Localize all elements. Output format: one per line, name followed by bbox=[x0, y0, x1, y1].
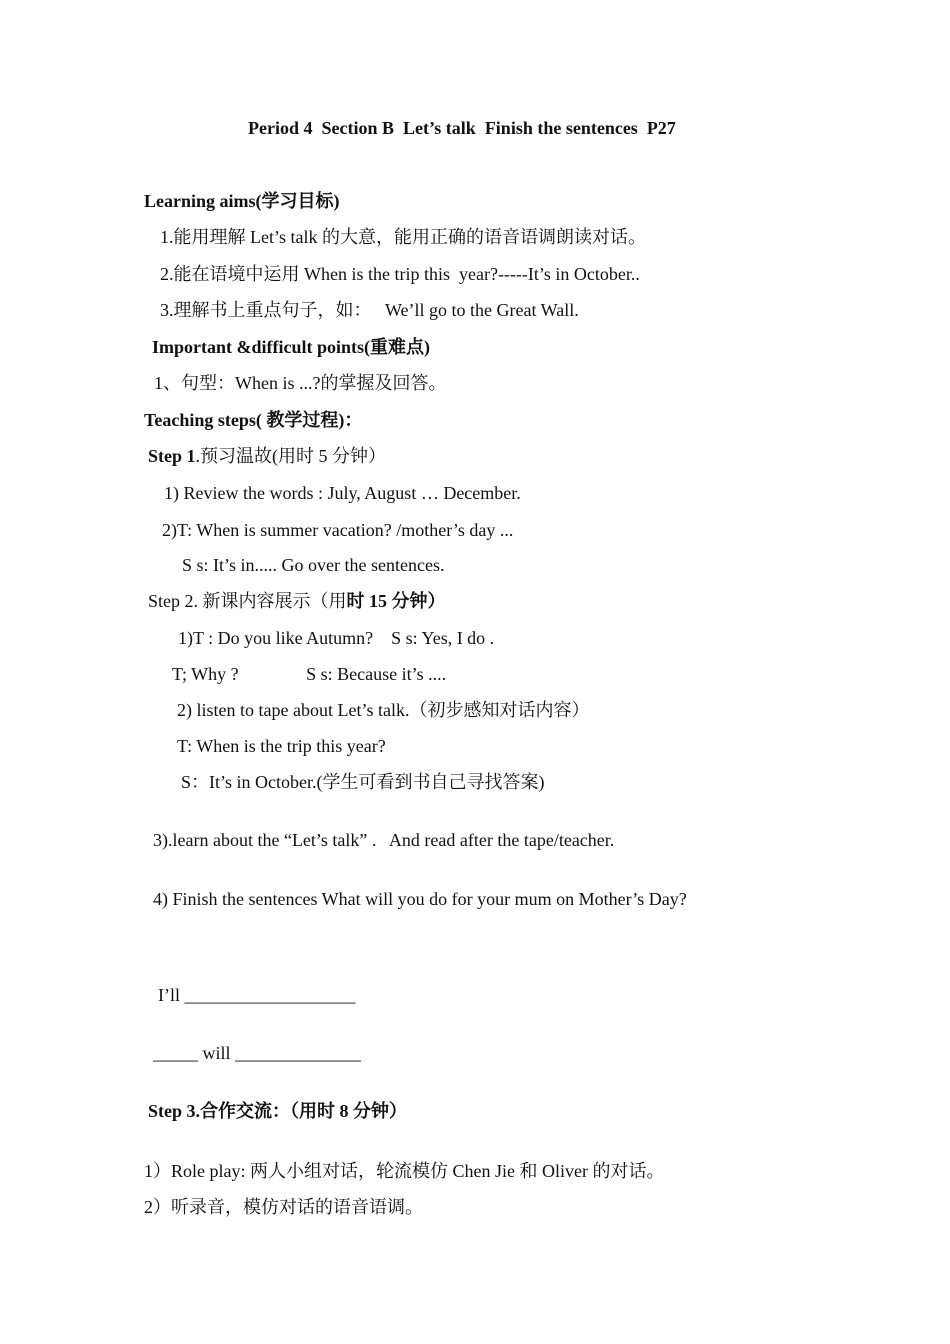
learning-aim-item: 3.理解书上重点句子，如： We’ll go to the Great Wall. bbox=[160, 300, 579, 320]
step1-line: 2)T: When is summer vacation? /mother’s day ... bbox=[162, 520, 514, 540]
step3-line: 2）听录音，模仿对话的语音语调。 bbox=[144, 1197, 423, 1217]
step1-line: 1) Review the words : July, August … December. bbox=[164, 483, 521, 503]
step1-line: S s: It’s in..... Go over the sentences. bbox=[182, 555, 445, 575]
document-title: Period 4 Section B Let’s talk Finish the sentences P27 bbox=[248, 118, 676, 138]
learning-aim-item: 1.能用理解 Let’s talk 的大意，能用正确的语音语调朗读对话。 bbox=[160, 227, 646, 247]
step3-heading: Step 3.合作交流：（用时 8 分钟） bbox=[148, 1101, 408, 1121]
step3-line: 1）Role play: 两人小组对话，轮流模仿 Chen Jie 和 Oliver 的对话。 bbox=[144, 1161, 665, 1181]
step2-label: Step 2. 新课内容展示（用 bbox=[148, 591, 347, 611]
step2-line: 1)T : Do you like Autumn? S s: Yes, I do . bbox=[178, 628, 495, 648]
step2-line: 2) listen to tape about Let’s talk.（初步感知对话内容） bbox=[177, 700, 590, 720]
step2-heading bbox=[148, 590, 446, 612]
learning-aim-item: 2.能在语境中运用 When is the trip this year?-----It’s in October.. bbox=[160, 264, 640, 284]
step1-label: Step 1 bbox=[148, 446, 196, 466]
step2-line: 3).learn about the “Let’s talk” . And read after the tape/teacher. bbox=[153, 830, 615, 850]
important-points-heading: Important &difficult points(重难点) bbox=[152, 337, 430, 357]
step2-line: S：It’s in October.(学生可看到书自己寻找答案) bbox=[181, 772, 545, 792]
step2-line: T: When is the trip this year? bbox=[177, 736, 386, 756]
step1-rest: .预习温故(用时 5 分钟） bbox=[195, 446, 387, 466]
step2-line: T; Why ? S s: Because it’s .... bbox=[172, 664, 447, 684]
step2-line: 4) Finish the sentences What will you do for your mum on Mother’s Day? bbox=[153, 889, 687, 909]
important-point-item: 1、句型：When is ...?的掌握及回答。 bbox=[154, 373, 447, 393]
step1-heading bbox=[148, 445, 386, 467]
fill-blank-line: I’ll ___________________ bbox=[158, 985, 356, 1005]
learning-aims-heading: Learning aims(学习目标) bbox=[144, 191, 340, 211]
fill-blank-line: _____ will ______________ bbox=[153, 1043, 362, 1063]
step2-duration: 时 15 分钟） bbox=[346, 591, 446, 611]
teaching-steps-heading: Teaching steps( 教学过程)： bbox=[144, 410, 363, 430]
